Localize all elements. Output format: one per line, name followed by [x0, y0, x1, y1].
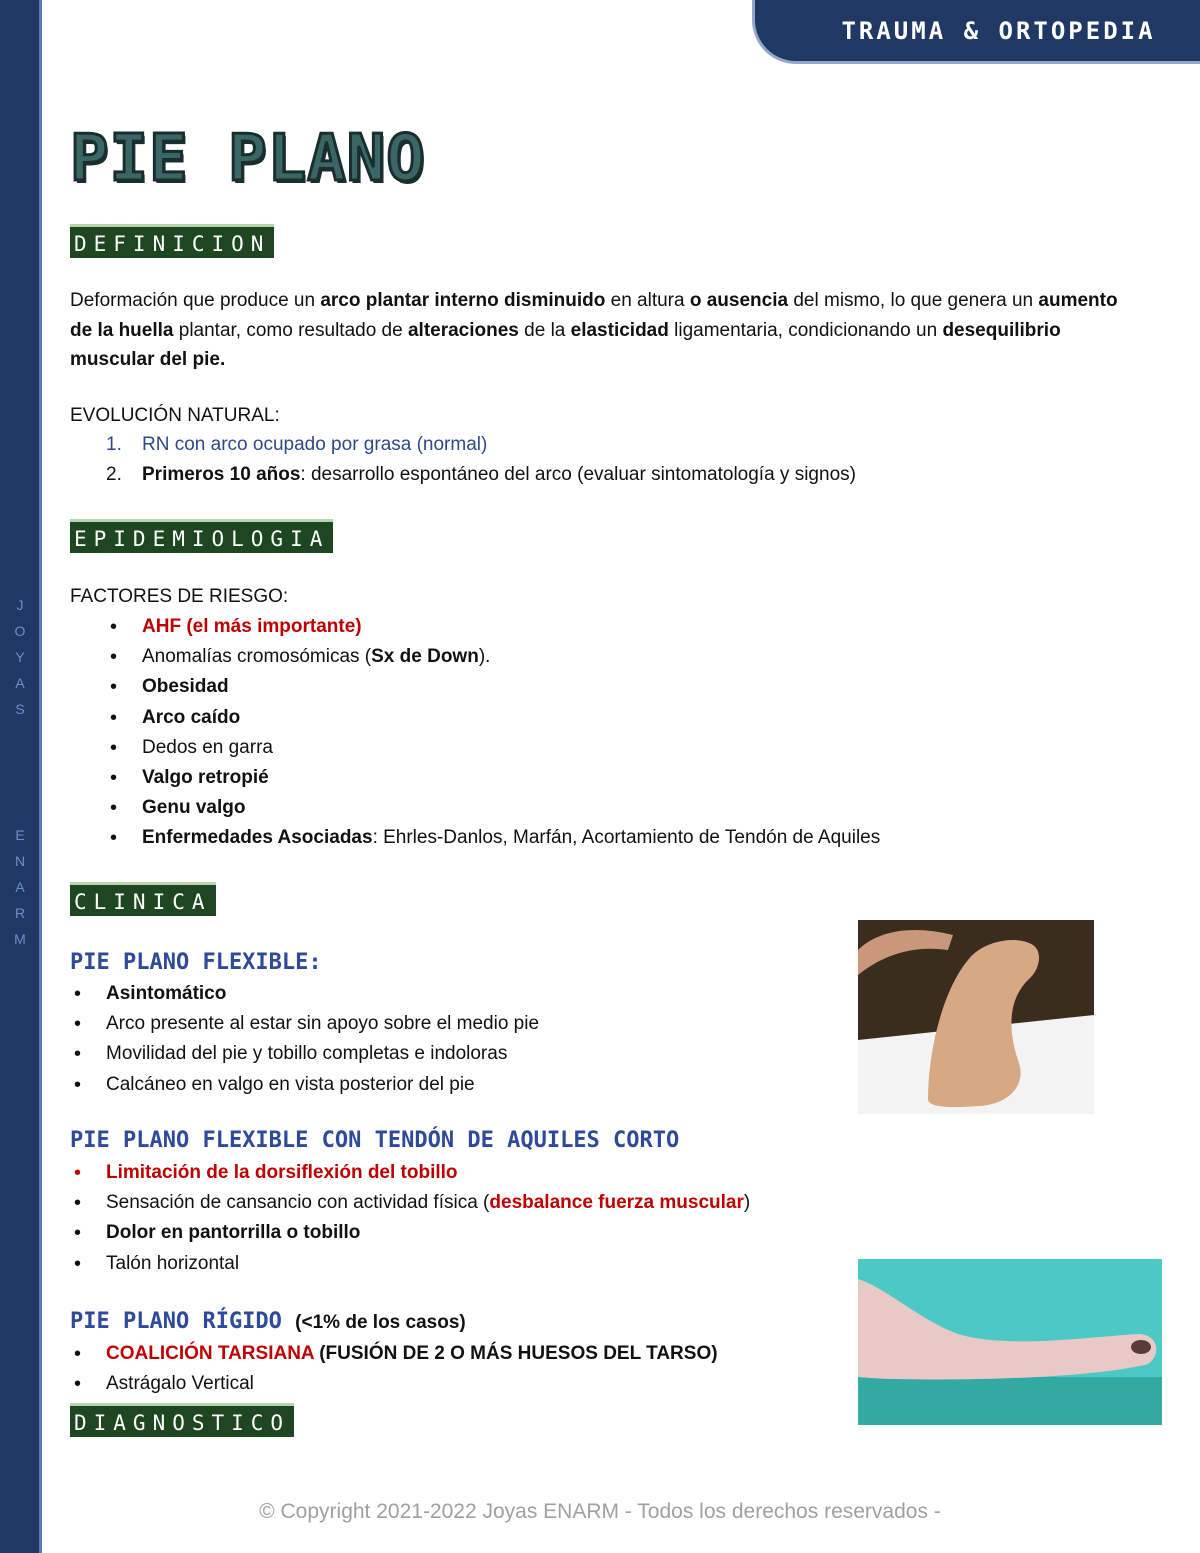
definition-paragraph: Deformación que produce un arco plantar interno disminuido en altura o ausencia del mismo, lo que genera un aumento de la huella plantar, como resultado de alteraciones de la elasticidad ligamentaria, condicionando un desequilibrio muscular del pie. — [70, 290, 1118, 370]
sidebar-letter: O — [14, 623, 26, 639]
list-item: • Enfermedades Asociadas: Ehrles-Danlos, Marfán, Acortamiento de Tendón de Aquiles — [106, 823, 880, 853]
aquiles-heading: PIE PLANO FLEXIBLE CON TENDÓN DE AQUILES CORTO — [70, 1128, 680, 1153]
list-item: • Dedos en garra — [106, 733, 880, 763]
section-label-epidemiologia: EPIDEMIOLOGIA — [70, 519, 333, 553]
sidebar-letter: A — [15, 879, 25, 895]
sidebar-letter: R — [14, 905, 26, 921]
list-item: • Sensación de cansancio con actividad física (desbalance fuerza muscular) — [70, 1188, 750, 1218]
foot-illustration-icon — [858, 920, 1094, 1114]
list-item: 2. Primeros 10 años: desarrollo espontáneo del arco (evaluar sintomatología y signos) — [106, 463, 856, 485]
sidebar-letter: N — [14, 853, 26, 869]
header-banner — [752, 0, 1200, 64]
factores-heading: FACTORES DE RIESGO: — [70, 586, 289, 607]
aquiles-list — [70, 1158, 750, 1279]
list-item: • Asintomático — [70, 979, 539, 1009]
evolucion-list — [106, 430, 856, 489]
list-item: • AHF (el más importante) — [106, 612, 880, 642]
section-label-clinica: CLINICA — [70, 882, 216, 916]
list-item: • Dolor en pantorrilla o tobillo — [70, 1218, 750, 1248]
rigido-heading: PIE PLANO RÍGIDO (<1% de los casos) — [70, 1309, 466, 1334]
list-item: • Astrágalo Vertical — [70, 1369, 718, 1399]
factores-list — [106, 612, 880, 854]
list-item: • COALICIÓN TARSIANA (FUSIÓN DE 2 O MÁS HUESOS DEL TARSO) — [70, 1339, 718, 1369]
list-item: • Arco presente al estar sin apoyo sobre el medio pie — [70, 1009, 539, 1039]
section-label-diagnostico: DIAGNOSTICO — [70, 1403, 294, 1437]
list-item: • Valgo retropié — [106, 763, 880, 793]
sidebar-letter: E — [15, 827, 25, 843]
list-item: • Calcáneo en valgo en vista posterior del pie — [70, 1070, 539, 1100]
sidebar-letter: S — [15, 701, 25, 717]
evolucion-heading: EVOLUCIÓN NATURAL: — [70, 405, 280, 426]
list-item: • Limitación de la dorsiflexión del tobillo — [70, 1158, 750, 1188]
sidebar-letter: A — [15, 675, 25, 691]
sidebar-vertical-text — [0, 592, 40, 952]
list-item: • Talón horizontal — [70, 1249, 750, 1279]
list-item: • Movilidad del pie y tobillo completas e indoloras — [70, 1039, 539, 1069]
list-item: 1. RN con arco ocupado por grasa (normal) — [106, 434, 488, 455]
sidebar-letter: J — [16, 597, 24, 613]
list-item: • Genu valgo — [106, 793, 880, 823]
flexible-flatfoot-photo — [858, 920, 1094, 1114]
rigid-flatfoot-photo — [858, 1259, 1162, 1425]
section-label-definicion: DEFINICION — [70, 224, 274, 258]
copyright-footer: © Copyright 2021-2022 Joyas ENARM - Todos los derechos reservados - — [259, 1500, 941, 1523]
rigido-list — [70, 1339, 718, 1399]
sidebar-letter: M — [14, 931, 26, 947]
list-item: • Arco caído — [106, 703, 880, 733]
header-banner-text: TRAUMA & ORTOPEDIA — [841, 16, 1156, 45]
list-item: • Anomalías cromosómicas (Sx de Down). — [106, 642, 880, 672]
sidebar-letter: Y — [15, 649, 25, 665]
flexible-list — [70, 979, 539, 1100]
list-item: • Obesidad — [106, 672, 880, 702]
page-title: PIE PLANO — [70, 122, 426, 196]
foot-side-illustration-icon — [858, 1259, 1162, 1425]
flexible-heading: PIE PLANO FLEXIBLE: — [70, 950, 322, 975]
rigido-note: (<1% de los casos) — [295, 1312, 466, 1333]
